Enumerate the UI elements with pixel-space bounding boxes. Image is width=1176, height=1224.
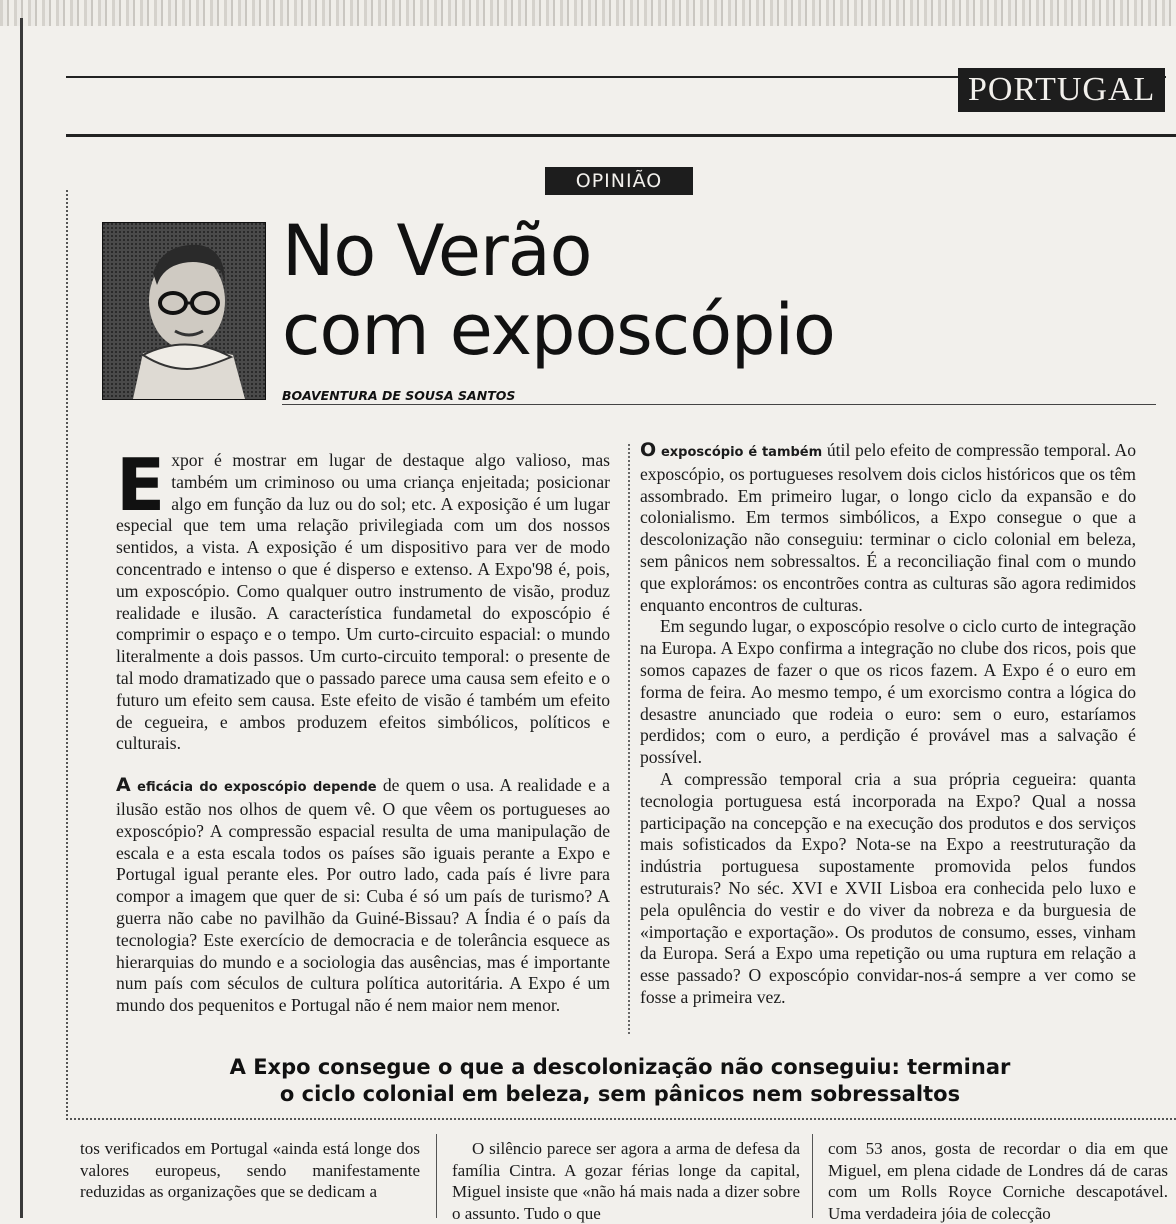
section-tag: PORTUGAL xyxy=(958,68,1165,112)
byline: BOAVENTURA DE SOUSA SANTOS xyxy=(282,388,516,403)
byline-rule xyxy=(282,404,1156,405)
header-rule-bottom xyxy=(66,134,1176,137)
paragraph-text: útil pelo efeito de compressão temporal. Ao exposcópio, os portugueses resolvem dois ciclos históricos que os têm assombrado. Em primeiro lugar, o longo ciclo da expansão e do colonialismo. Em termos simbólicos, a Expo consegue o que a descolonização não conseguiu: terminar o ciclo colonial em beleza, sem pânicos nem sobressaltos. É a reconciliação final com o mundo que explorámos: os encontrões contra as culturas são agora redimidos enquanto encontros de culturas. xyxy=(640,440,1136,615)
lead-in: exposcópio é também xyxy=(656,445,823,460)
lead-in: eficácia do exposcópio depende xyxy=(130,780,377,796)
column-divider xyxy=(628,444,630,1034)
body-column-1 xyxy=(116,443,610,1017)
body-paragraph xyxy=(116,775,610,1017)
paragraph-text: xpor é mostrar em lugar de destaque algo valioso, mas também um criminoso ou uma criança enjeitada; posicionar algo em função da luz ou do sol; etc. A exposição é um lugar especial que tem uma relação privilegiada com um dos nossos sentidos, a vista. A exposição é um dispositivo para ver de modo concentrado e intenso o que é disperso e extenso. A Expo'98 é, pois, um exposcópio. Como qualquer outro instrumento de visão, produz realidade e ilusão. A característica fundametal do exposcópio é comprimir o espaço e o tempo. Um curto-circuito espacial: o mundo literalmente a dois passos. Um curto-circuito temporal: o presente de tal modo dramatizado que o passado parece uma causa sem efeito e o futuro um efeito sem causa. Este efeito de visão é também um efeito de cegueira, e ambos produzem efeitos simbólicos, políticos e culturais. xyxy=(116,450,610,754)
next-article-column-2 xyxy=(452,1138,800,1224)
next-article-column-1: tos verificados em Portugal «ainda está longe dos valores europeus, sendo manifestamente reduzidas as organizações que se dedicam a xyxy=(80,1139,420,1201)
next-article-column-3: com 53 anos, gosta de recordar o dia em que Miguel, em plena cidade de Londres dá de caras com um Rolls Royce Corniche descapotável. Uma verdadeira jóia de colecção xyxy=(828,1139,1168,1223)
body-paragraph xyxy=(116,443,610,755)
author-photo xyxy=(102,222,266,400)
headline-line-2: com exposcópio xyxy=(282,289,835,371)
pull-quote-line-1: A Expo consegue o que a descolonização não conseguiu: terminar xyxy=(229,1055,1011,1079)
pull-quote xyxy=(200,1054,1040,1108)
body-paragraph xyxy=(640,440,1136,616)
headline-line-1: No Verão xyxy=(282,210,592,292)
drop-cap: E xyxy=(116,443,166,527)
kicker-label: OPINIÃO xyxy=(545,167,693,195)
pull-quote-line-2: o ciclo colonial em beleza, sem pânicos nem sobressaltos xyxy=(279,1082,961,1106)
body-paragraph: Em segundo lugar, o exposcópio resolve o ciclo curto de integração na Europa. A Expo confirma a integração no clube dos ricos, pois que somos capazes de fazer o que os ricos fazem. A Expo é o euro em forma de feira. Ao mesmo tempo, é um exorcismo contra a lógica do desastre anunciado que rodeia o euro: sem o euro, estaríamos perdidos; com o euro, a perdição é provável mas a salvação é possível. xyxy=(640,616,1136,768)
lead-initial: O xyxy=(640,439,657,461)
body-column-2 xyxy=(640,440,1136,1009)
paragraph-gap xyxy=(116,755,610,775)
body-paragraph: A compressão temporal cria a sua própria cegueira: quanta tecnologia portuguesa está incorporada na Expo? Qual a nossa participação na concepção e na execução dos produtos e dos serviços mais sofisticados da Expo? Nota-se na Expo a reestruturação da indústria portuguesa supostamente promovida pelos fundos estruturais? No séc. XVI e XVII Lisboa era conhecida pelo luxo e pela opulência do vestir e do viver da nobreza e da burguesia de «importação e exportação». Os produtos de consumo, esses, vinham da Europa. Será a Expo uma repetição ou uma ruptura em relação a esse passado? O exposcópio convidar-nos-á sempre a ver como se fosse a primeira vez. xyxy=(640,768,1136,1007)
article-left-dotted-rule xyxy=(66,190,68,1120)
paragraph-text: O silêncio parece ser agora a arma de defesa da família Cintra. A gozar férias longe da capital, Miguel insiste que «não há mais nada a dizer sobre o assunto. Tudo o que xyxy=(452,1139,800,1223)
article-end-dotted-rule xyxy=(66,1118,1176,1120)
paragraph-text: de quem o usa. A realidade e a ilusão estão nos olhos de quem vê. O que vêem os portugueses ao exposcópio? A compressão espacial resulta de uma manipulação de escala e a esta escala todos os países são iguais perante a Expo e Portugal igual perante eles. Por outro lado, cada país é livre para compor a imagem que quer de si: Cuba é só um país de turismo? A guerra não cabe no pavilhão da Guiné-Bissau? A Índia é o país da tecnologia? Este exercício de democracia e de tolerância esquece as hierarquias do mundo e a sociologia das ausências, mas é importante num país com séculos de cultura política autoritária. A Expo é um mundo dos pequenitos e Portugal não é nem maior nem menor. xyxy=(116,775,610,1016)
column-divider xyxy=(436,1134,437,1218)
lead-initial: A xyxy=(116,774,131,797)
column-divider xyxy=(812,1134,813,1218)
author-portrait-image xyxy=(103,223,265,399)
page-margin-rule xyxy=(20,18,23,1218)
article-headline xyxy=(282,212,982,370)
page-scan-edge xyxy=(0,0,1176,26)
